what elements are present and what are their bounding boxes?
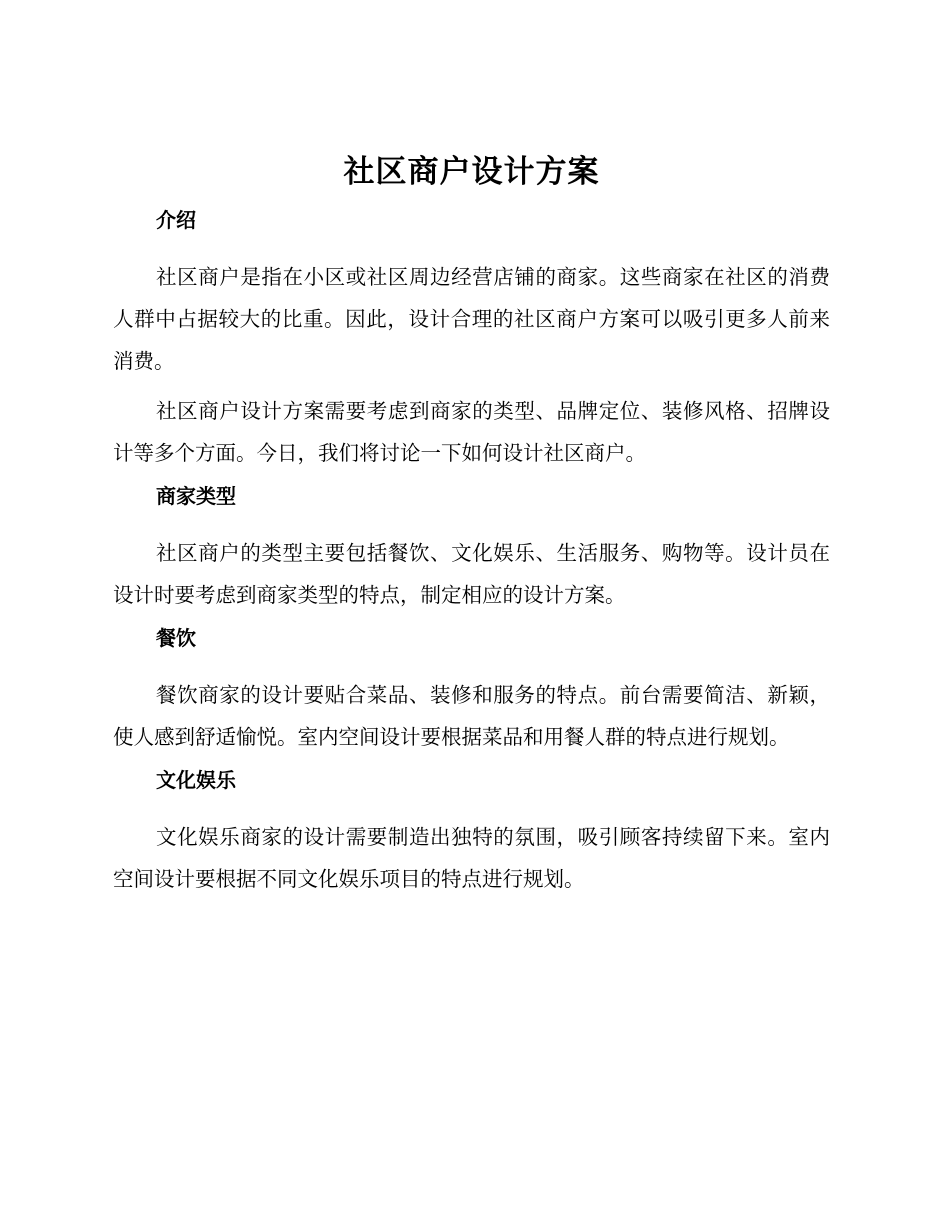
paragraph: 社区商户是指在小区或社区周边经营店铺的商家。这些商家在社区的消费人群中占据较大的比重。因此，设计合理的社区商户方案可以吸引更多人前来消费。 xyxy=(113,265,830,373)
section-heading: 餐饮 xyxy=(156,626,196,650)
section-merchant-types xyxy=(113,482,830,616)
paragraph: 社区商户设计方案需要考虑到商家的类型、品牌定位、装修风格、招牌设计等多个方面。今日，我们将讨论一下如何设计社区商户。 xyxy=(113,399,830,465)
paragraph: 文化娱乐商家的设计需要制造出独特的氛围，吸引顾客持续留下来。室内空间设计要根据不同文化娱乐项目的特点进行规划。 xyxy=(113,825,830,891)
paragraph: 餐饮商家的设计要贴合菜品、装修和服务的特点。前台需要简洁、新颖，使人感到舒适愉悦。室内空间设计要根据菜品和用餐人群的特点进行规划。 xyxy=(113,683,830,749)
section-heading: 商家类型 xyxy=(156,484,236,508)
section-intro xyxy=(113,206,830,474)
document-page xyxy=(113,150,830,908)
paragraph: 社区商户的类型主要包括餐饮、文化娱乐、生活服务、购物等。设计员在设计时要考虑到商家类型的特点，制定相应的设计方案。 xyxy=(113,541,830,607)
section-catering xyxy=(113,624,830,758)
section-heading: 介绍 xyxy=(156,208,196,232)
document-title: 社区商户设计方案 xyxy=(343,154,600,190)
section-culture-entertainment xyxy=(113,766,830,900)
section-heading: 文化娱乐 xyxy=(156,768,236,792)
